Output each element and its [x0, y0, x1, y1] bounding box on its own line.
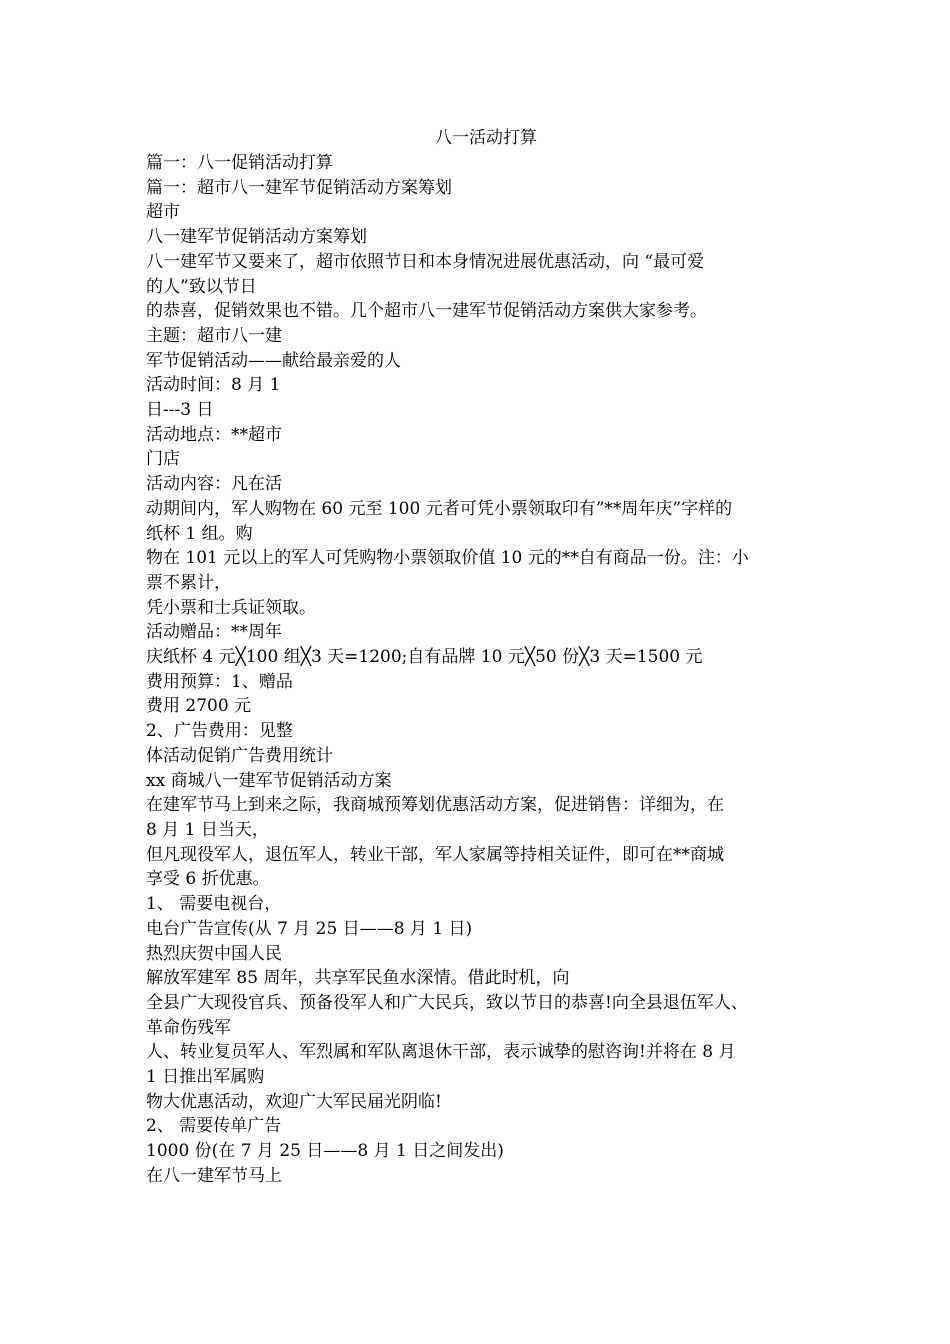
text-line: 1、 需要电视台，: [146, 894, 282, 915]
text-line: 物大优惠活动，欢迎广大军民届光阴临!: [146, 1091, 442, 1112]
text-line: 但凡现役军人，退伍军人，转业干部，军人家属等持相关证件，即可在**商城: [146, 844, 724, 865]
text-line: 篇一：八一促销活动打算: [146, 153, 333, 173]
text-line: 费用 2700 元: [146, 696, 252, 717]
text-line: 活动内容：凡在活: [146, 474, 282, 495]
text-line: 2、广告费用：见整: [146, 721, 293, 742]
text-line: 主题：超市八一建: [146, 325, 282, 346]
text-line: 日---3 日: [146, 400, 214, 421]
text-line: 体活动促销广告费用统计: [146, 745, 333, 766]
text-line: 费用预算：1、赠品: [146, 671, 293, 692]
text-line: 在八一建军节马上: [146, 1165, 282, 1186]
text-line: 动期间内，军人购物在 60 元至 100 元者可凭小票领取印有”**周年庆”字样的: [146, 498, 733, 519]
text-line: 纸杯 1 组。购: [146, 523, 253, 544]
text-line: 享受 6 折优惠。: [146, 869, 270, 890]
text-line: xx 商城八一建军节促销活动方案: [146, 770, 392, 791]
document-body: [146, 151, 826, 1189]
text-line: 8 月 1 日当天，: [146, 819, 269, 840]
text-line: 电台广告宣传(从 7 月 25 日——8 月 1 日): [146, 918, 473, 939]
text-line: 篇一：超市八一建军节促销活动方案筹划: [146, 177, 452, 198]
text-line: 解放军建军 85 周年，共享军民鱼水深情。借此时机，向: [146, 968, 570, 989]
text-line: 人、转业复员军人、军烈属和军队离退休干部，表示诚挚的慰咨询!并将在 8 月: [146, 1042, 736, 1063]
text-line: 1 日推出军属购: [146, 1067, 265, 1088]
document-page: [146, 126, 826, 1189]
text-line: 革命伤残军: [146, 1017, 231, 1038]
text-line: 活动赠品：**周年: [146, 622, 282, 643]
text-line: 2、 需要传单广告: [146, 1116, 282, 1137]
text-line: 在建军节马上到来之际，我商城预筹划优惠活动方案，促进销售：详细为，在: [146, 795, 724, 816]
text-line: 超市: [146, 202, 180, 223]
text-line: 庆纸杯 4 元╳100 组╳3 天=1200;自有品牌 10 元╳50 份╳3 天=1500 元: [146, 647, 703, 668]
text-line: 的人”致以节日: [146, 276, 257, 297]
text-line: 凭小票和士兵证领取。: [146, 597, 316, 618]
text-line: 1000 份(在 7 月 25 日——8 月 1 日之间发出): [146, 1141, 504, 1162]
text-line: 八一建军节促销活动方案筹划: [146, 227, 367, 248]
text-line: 票不累计，: [146, 572, 231, 593]
text-line: 的恭喜，促销效果也不错。几个超市八一建军节促销活动方案供大家参考。: [146, 301, 707, 322]
text-line: 军节促销活动——献给最亲爱的人: [146, 350, 401, 371]
text-line: 物在 101 元以上的军人可凭购物小票领取价值 10 元的**自有商品一份。注：小: [146, 548, 749, 569]
text-line: 活动时间：8 月 1: [146, 375, 281, 396]
text-line: 八一建军节又要来了，超市依照节日和本身情况进展优惠活动，向 “最可爱: [146, 251, 705, 272]
text-line: 活动地点：**超市: [146, 424, 282, 445]
document-title: 八一活动打算: [435, 128, 537, 148]
text-line: 热烈庆贺中国人民: [146, 943, 282, 964]
text-line: 门店: [146, 449, 180, 470]
text-line: 全县广大现役官兵、预备役军人和广大民兵，致以节日的恭喜!向全县退伍军人、: [146, 992, 748, 1013]
